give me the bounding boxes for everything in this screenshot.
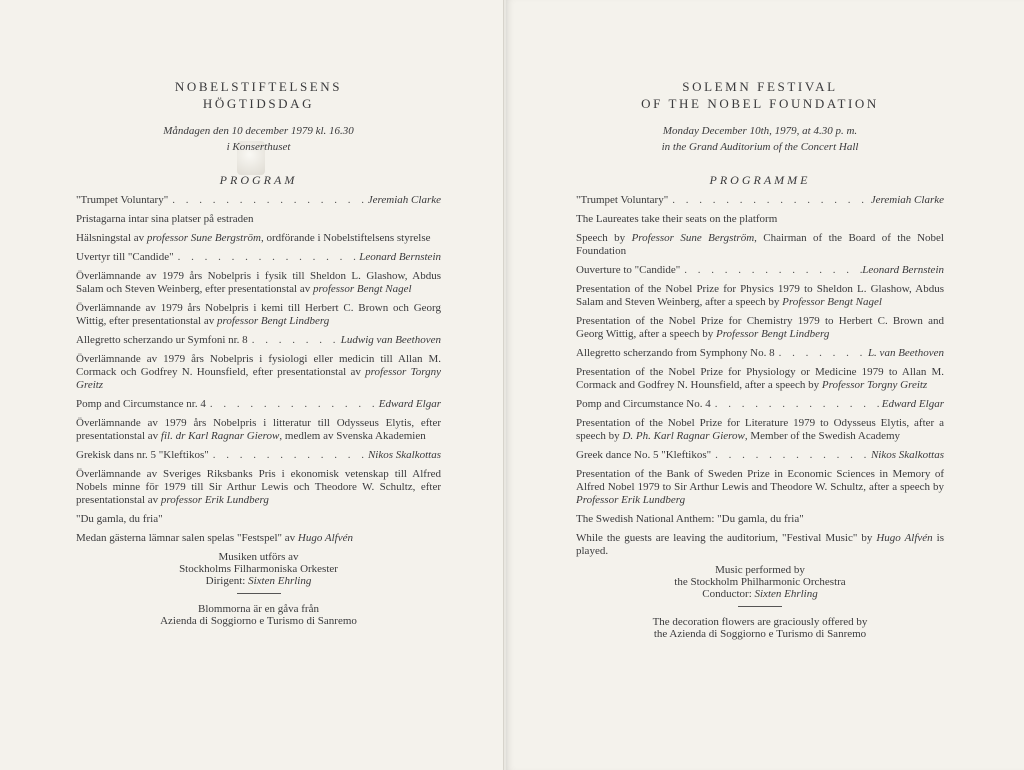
conductor-line <box>576 588 944 600</box>
right-title-line2: OF THE NOBEL FOUNDATION <box>641 96 879 111</box>
left-page <box>0 0 504 770</box>
flowers-donor: the Azienda di Soggiorno e Turismo di Sanremo <box>653 628 867 640</box>
text: While the guests are leaving the auditorium, "Festival Music" by <box>576 532 877 544</box>
flowers-line: Blommorna är en gåva från <box>198 603 319 615</box>
leader-dots <box>711 449 871 462</box>
left-date-line2: i Konserthuset <box>226 141 291 153</box>
orchestra-name: Stockholms Filharmoniska Orkester <box>179 563 338 575</box>
music-piece: Grekisk dans nr. 5 "Kleftikos" <box>76 449 209 461</box>
right-item-chemistry <box>576 315 944 341</box>
text: is played. <box>576 532 945 557</box>
text: , Chairman of the Board of the Nobel Foundation <box>576 232 944 257</box>
leader-dots <box>668 194 871 207</box>
composer: Hugo Alfvén <box>297 532 353 544</box>
composer: Leonard Bernstein <box>862 264 944 276</box>
text: Speech by <box>576 232 632 244</box>
left-item-greek <box>76 449 441 462</box>
flowers-line: The decoration flowers are graciously offered by <box>652 616 868 628</box>
left-item-trumpet <box>76 194 441 207</box>
speaker-name: Professor Sune Bergström <box>631 232 755 244</box>
text: Överlämnande av 1979 års Nobelpris i fysik till Sheldon L. Glashow, Abdus Salam och Steven Weinberg, efter presentationstal av <box>76 270 441 295</box>
left-programme-heading: PROGRAM <box>219 173 298 187</box>
music-piece: Uvertyr till "Candide" <box>76 251 174 263</box>
left-item-chemistry <box>76 302 441 328</box>
leader-dots <box>174 251 360 264</box>
speaker-name: professor Bengt Lindberg <box>216 315 330 327</box>
right-content <box>576 78 944 640</box>
composer: L. van Beethoven <box>867 347 944 359</box>
text: Medan gästerna lämnar salen spelas "Festspel" av <box>76 532 298 544</box>
right-item-greek <box>576 449 944 462</box>
text: Hälsningstal av <box>76 232 147 244</box>
speaker-name: Professor Erik Lundberg <box>576 494 686 506</box>
music-piece: Ouverture to "Candide" <box>576 264 681 276</box>
right-flowers-note <box>576 616 944 640</box>
conductor-name: Sixten Ehrling <box>248 575 312 587</box>
composer: Ludwig van Beethoven <box>340 334 441 346</box>
right-date-line2: in the Grand Auditorium of the Concert Hall <box>661 141 859 153</box>
conductor-label: Dirigent: <box>205 575 249 587</box>
composer: Edward Elgar <box>881 398 944 410</box>
music-piece: Allegretto scherzando from Symphony No. 8 <box>576 347 775 359</box>
orchestra-name: the Stockholm Philharmonic Orchestra <box>674 576 846 588</box>
music-piece: Greek dance No. 5 "Kleftikos" <box>576 449 712 461</box>
right-item-literature <box>576 417 944 443</box>
right-item-allegretto <box>576 347 944 360</box>
performed-line: Music performed by <box>715 564 805 576</box>
right-item-leaving <box>576 532 944 558</box>
left-programme-list <box>76 194 441 545</box>
right-performers <box>576 564 944 600</box>
right-item-laureates: The Laureates take their seats on the platform <box>576 213 778 225</box>
right-date-line1: Monday December 10th, 1979, at 4.30 p. m. <box>662 125 858 137</box>
leader-dots <box>711 398 882 411</box>
text: Överlämnande av 1979 års Nobelpris i kemi till Herbert C. Brown och Georg Wittig, efter presentationstal av <box>76 302 441 327</box>
left-item-laureates: Pristagarna intar sina platser på estraden <box>76 213 254 225</box>
text: , medlem av Svenska Akademien <box>279 430 426 442</box>
text: Presentation of the Bank of Sweden Prize in Economic Sciences in Memory of Alfred Nobel 1979 to Sir Arthur Lewis and Theodore W. Schultz, after a speech by <box>576 468 944 493</box>
music-piece: Pomp and Circumstance No. 4 <box>576 398 711 410</box>
text: Presentation of the Nobel Prize for Physics 1979 to Sheldon L. Glashow, Abdus Salam and Steven Weinberg, after a speech by <box>576 283 944 308</box>
right-item-physics <box>576 283 944 309</box>
text: Överlämnande av 1979 års Nobelpris i fysiologi eller medicin till Allan M. Cormack och Godfrey N. Hounsfield, efter presentationstal av <box>76 353 441 378</box>
left-content <box>76 78 441 627</box>
divider-rule <box>738 606 782 607</box>
right-item-medicine <box>576 366 944 392</box>
left-performers <box>76 551 441 587</box>
text: , Member of the Swedish Academy <box>744 430 901 442</box>
right-date <box>576 123 944 155</box>
speaker-name: Professor Bengt Nagel <box>782 296 882 308</box>
text: Överlämnande av 1979 års Nobelpris i litteratur till Odysseus Elytis, efter presentationstal av <box>76 417 441 442</box>
text: Presentation of the Nobel Prize for Literature 1979 to Odysseus Elytis, after a speech by <box>576 417 944 442</box>
left-item-leaving <box>76 532 441 545</box>
composer: Edward Elgar <box>378 398 441 410</box>
right-item-anthem: The Swedish National Anthem: "Du gamla, du fria" <box>576 513 804 525</box>
left-item-candide <box>76 251 441 264</box>
right-item-trumpet <box>576 194 944 207</box>
left-title-line1: NOBELSTIFTELSENS <box>174 79 343 94</box>
leader-dots <box>680 264 862 277</box>
leader-dots <box>209 449 368 462</box>
speaker-name: Professor Torgny Greitz <box>821 379 928 391</box>
music-piece: Pomp and Circumstance nr. 4 <box>76 398 206 410</box>
right-programme-list <box>576 194 944 558</box>
conductor-line <box>76 575 441 587</box>
left-item-physics <box>76 270 441 296</box>
left-item-medicine <box>76 353 441 392</box>
conductor-name: Sixten Ehrling <box>754 588 818 600</box>
left-date <box>76 123 441 155</box>
composer: Nikos Skalkottas <box>870 449 944 461</box>
right-item-candide <box>576 264 944 277</box>
left-item-allegretto <box>76 334 441 347</box>
music-piece: "Trumpet Voluntary" <box>76 194 169 206</box>
composer: Nikos Skalkottas <box>367 449 441 461</box>
left-item-speech <box>76 232 441 245</box>
text: Presentation of the Nobel Prize for Physiology or Medicine 1979 to Allan M. Cormack and Godfrey N. Hounsfield, after a speech by <box>576 366 944 391</box>
composer: Jeremiah Clarke <box>367 194 441 206</box>
left-item-economics <box>76 468 441 507</box>
leader-dots <box>206 398 379 411</box>
left-title-line2: HÖGTIDSDAG <box>202 96 315 111</box>
right-title-line1: SOLEMN FESTIVAL <box>682 79 838 94</box>
speaker-name: professor Sune Bergström <box>146 232 261 244</box>
speaker-name: D. Ph. Karl Ragnar Gierow <box>622 430 745 442</box>
speaker-name: professor Torgny Greitz <box>76 366 441 391</box>
leader-dots <box>775 347 868 360</box>
leader-dots <box>248 334 341 347</box>
composer: Jeremiah Clarke <box>870 194 944 206</box>
composer: Hugo Alfvén <box>876 532 933 544</box>
left-item-literature <box>76 417 441 443</box>
conductor-label: Conductor: <box>702 588 755 600</box>
right-item-speech <box>576 232 944 258</box>
right-programme-heading: PROGRAMME <box>709 173 811 187</box>
right-page <box>506 0 1024 770</box>
left-item-pomp <box>76 398 441 411</box>
left-date-line1: Måndagen den 10 december 1979 kl. 16.30 <box>163 125 354 137</box>
left-flowers-note <box>76 603 441 627</box>
text: Presentation of the Nobel Prize for Chemistry 1979 to Herbert C. Brown and Georg Wittig, after a speech by <box>576 315 944 340</box>
speaker-name: professor Erik Lundberg <box>160 494 269 506</box>
text: , ordförande i Nobelstiftelsens styrelse <box>260 232 431 244</box>
speaker-name: fil. dr Karl Ragnar Gierow <box>160 430 280 442</box>
divider-rule <box>237 593 281 594</box>
music-piece: Allegretto scherzando ur Symfoni nr. 8 <box>76 334 248 346</box>
text: Överlämnande av Sveriges Riksbanks Pris i ekonomisk vetenskap till Alfred Nobels minne för 1979 till Sir Arthur Lewis och Theodore W. Schultz, efter presentationstal av <box>76 468 441 506</box>
right-item-economics <box>576 468 944 507</box>
speaker-name: professor Bengt Nagel <box>312 283 412 295</box>
leader-dots <box>168 194 368 207</box>
left-item-anthem: "Du gamla, du fria" <box>76 513 163 525</box>
composer: Leonard Bernstein <box>359 251 441 263</box>
performed-line: Musiken utförs av <box>218 551 299 563</box>
speaker-name: Professor Bengt Lindberg <box>715 328 830 340</box>
flowers-donor: Azienda di Soggiorno e Turismo di Sanremo <box>160 615 357 627</box>
right-item-pomp <box>576 398 944 411</box>
music-piece: "Trumpet Voluntary" <box>576 194 669 206</box>
